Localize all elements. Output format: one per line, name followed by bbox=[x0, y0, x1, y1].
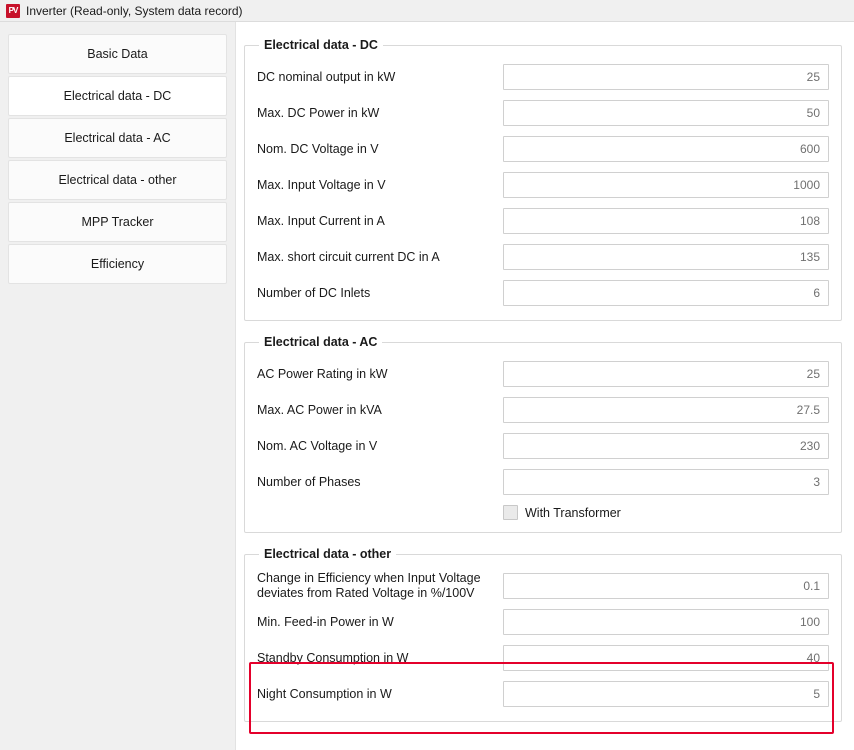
checkbox-with-transformer[interactable] bbox=[257, 505, 829, 520]
field-label: Change in Efficiency when Input Voltage deviates from Rated Voltage in %/100V bbox=[257, 571, 481, 600]
field-label: Min. Feed-in Power in W bbox=[257, 614, 394, 629]
window-body bbox=[0, 22, 854, 750]
group-title: Electrical data - other bbox=[264, 547, 392, 561]
field-value-night-consumption[interactable]: 5 bbox=[503, 681, 829, 707]
group-electrical-data-ac bbox=[244, 335, 842, 533]
field-label: Max. AC Power in kVA bbox=[257, 402, 382, 417]
sidebar-item-label: Efficiency bbox=[90, 257, 145, 271]
sidebar-item-electrical-data-ac[interactable] bbox=[8, 118, 227, 158]
field-nom-ac-voltage bbox=[257, 431, 829, 461]
sidebar-item-label: Basic Data bbox=[87, 47, 148, 61]
field-max-short-circuit-current-dc bbox=[257, 242, 829, 272]
field-label: Nom. AC Voltage in V bbox=[257, 438, 378, 453]
field-night-consumption bbox=[257, 679, 829, 709]
field-value-max-input-voltage[interactable]: 1000 bbox=[503, 172, 829, 198]
field-value-number-of-dc-inlets[interactable]: 6 bbox=[503, 280, 829, 306]
field-label: Max. Input Current in A bbox=[257, 213, 385, 228]
field-value-dc-nominal-output[interactable]: 25 bbox=[503, 64, 829, 90]
field-standby-consumption bbox=[257, 643, 829, 673]
field-dc-nominal-output bbox=[257, 62, 829, 92]
field-max-input-voltage bbox=[257, 170, 829, 200]
field-label: Number of Phases bbox=[257, 474, 361, 489]
field-ac-power-rating bbox=[257, 359, 829, 389]
field-value-nom-ac-voltage[interactable]: 230 bbox=[503, 433, 829, 459]
field-label: Max. DC Power in kW bbox=[257, 105, 380, 120]
sidebar-item-electrical-data-dc[interactable] bbox=[8, 76, 227, 116]
field-value-change-in-efficiency[interactable]: 0.1 bbox=[503, 573, 829, 599]
sidebar-item-mpp-tracker[interactable] bbox=[8, 202, 227, 242]
field-label: Max. Input Voltage in V bbox=[257, 177, 386, 192]
checkbox-icon[interactable] bbox=[503, 505, 518, 520]
field-value-max-dc-power[interactable]: 50 bbox=[503, 100, 829, 126]
field-max-dc-power bbox=[257, 98, 829, 128]
sidebar-navigation bbox=[0, 22, 236, 750]
field-number-of-dc-inlets bbox=[257, 278, 829, 308]
group-title: Electrical data - DC bbox=[264, 38, 378, 52]
group-title: Electrical data - AC bbox=[264, 335, 378, 349]
field-max-input-current bbox=[257, 206, 829, 236]
field-value-number-of-phases[interactable]: 3 bbox=[503, 469, 829, 495]
field-label: Standby Consumption in W bbox=[257, 650, 409, 665]
sidebar-item-label: MPP Tracker bbox=[81, 215, 154, 229]
field-value-max-input-current[interactable]: 108 bbox=[503, 208, 829, 234]
sidebar-item-label: Electrical data - other bbox=[58, 173, 177, 187]
field-value-ac-power-rating[interactable]: 25 bbox=[503, 361, 829, 387]
content-panel bbox=[236, 22, 854, 750]
field-label: DC nominal output in kW bbox=[257, 69, 396, 84]
title-bar bbox=[0, 0, 854, 22]
field-value-nom-dc-voltage[interactable]: 600 bbox=[503, 136, 829, 162]
field-min-feed-in-power bbox=[257, 607, 829, 637]
field-value-standby-consumption[interactable]: 40 bbox=[503, 645, 829, 671]
sidebar-item-efficiency[interactable] bbox=[8, 244, 227, 284]
window-title: Inverter (Read-only, System data record) bbox=[26, 3, 243, 18]
field-label: Nom. DC Voltage in V bbox=[257, 141, 379, 156]
sidebar-item-label: Electrical data - AC bbox=[64, 131, 171, 145]
field-value-max-ac-power[interactable]: 27.5 bbox=[503, 397, 829, 423]
field-label: Number of DC Inlets bbox=[257, 285, 371, 300]
field-number-of-phases bbox=[257, 467, 829, 497]
field-value-min-feed-in-power[interactable]: 100 bbox=[503, 609, 829, 635]
checkbox-label: With Transformer bbox=[525, 505, 621, 520]
field-change-in-efficiency bbox=[257, 571, 829, 601]
field-label: AC Power Rating in kW bbox=[257, 366, 388, 381]
group-electrical-data-other bbox=[244, 547, 842, 722]
field-max-ac-power bbox=[257, 395, 829, 425]
field-label: Night Consumption in W bbox=[257, 686, 392, 701]
pv-app-icon: PV bbox=[6, 4, 20, 18]
field-value-max-short-circuit-current-dc[interactable]: 135 bbox=[503, 244, 829, 270]
field-label: Max. short circuit current DC in A bbox=[257, 249, 440, 264]
sidebar-item-basic-data[interactable] bbox=[8, 34, 227, 74]
group-electrical-data-dc bbox=[244, 38, 842, 321]
sidebar-item-label: Electrical data - DC bbox=[63, 89, 172, 103]
field-nom-dc-voltage bbox=[257, 134, 829, 164]
sidebar-item-electrical-data-other[interactable] bbox=[8, 160, 227, 200]
